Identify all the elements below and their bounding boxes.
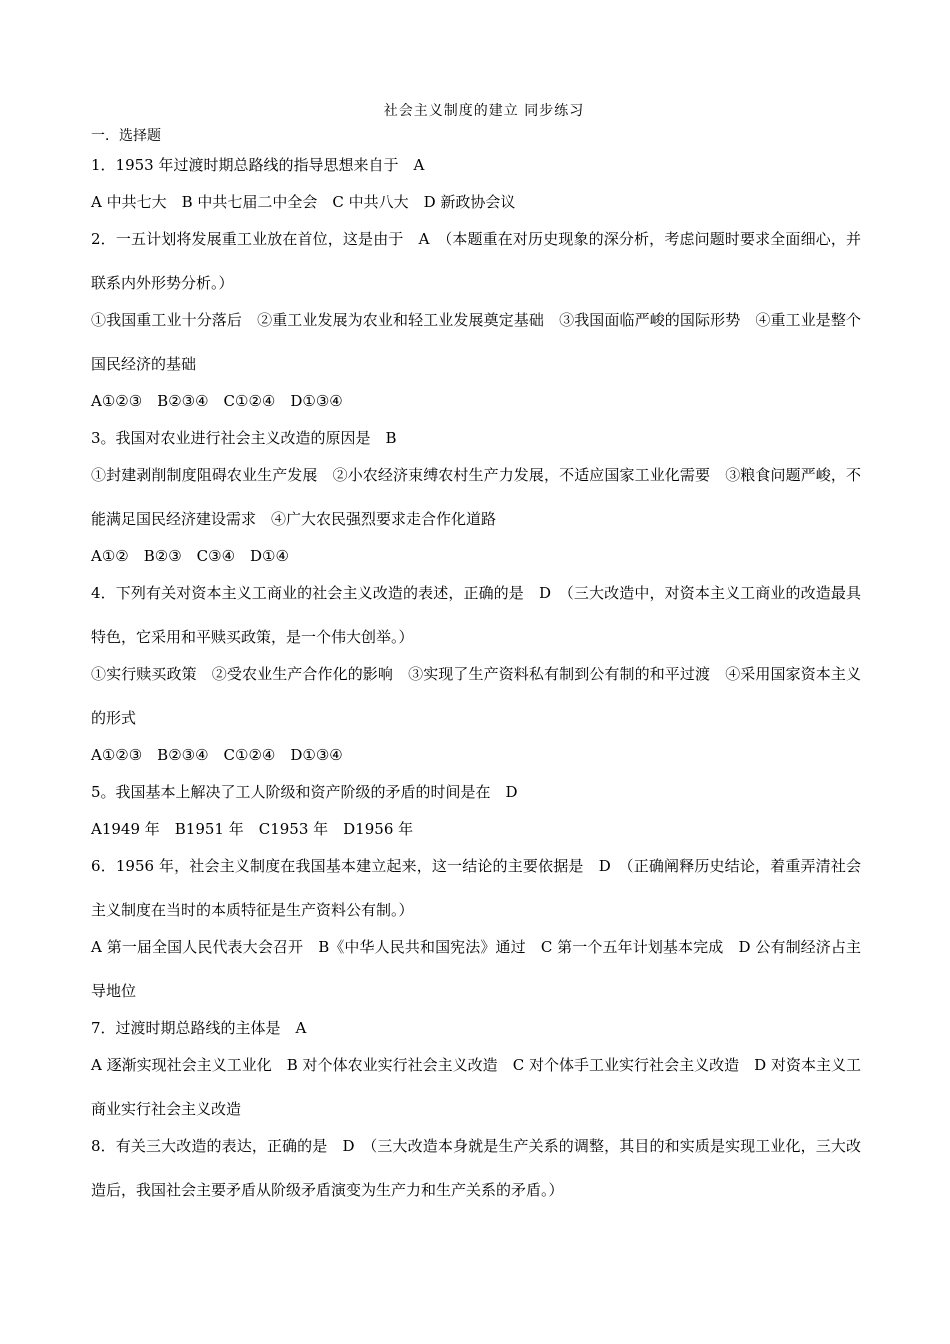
document-title: 社会主义制度的建立 同步练习 — [383, 103, 585, 119]
question-5: 5。我国基本上解决了工人阶级和资产阶级的矛盾的时间是在 D — [91, 783, 518, 801]
question-4-options: A①②③ B②③④ C①②④ D①③④ — [91, 746, 343, 764]
question-1-options: A 中共七大 B 中共七届二中全会 C 中共八大 D 新政协会议 — [91, 193, 516, 211]
question-4: 4．下列有关对资本主义工商业的社会主义改造的表述，正确的是 D （三大改造中，对资本主义工商业的改造最具特色，它采用和平赎买政策，是一个伟大创举。） — [91, 584, 861, 646]
question-3: 3。我国对农业进行社会主义改造的原因是 B — [91, 429, 397, 447]
question-3-options: A①② B②③ C③④ D①④ — [91, 547, 289, 565]
question-8: 8．有关三大改造的表达，正确的是 D （三大改造本身就是生产关系的调整，其目的和实质是实现工业化，三大改造后，我国社会主要矛盾从阶级矛盾演变为生产力和生产关系的矛盾。） — [91, 1137, 861, 1199]
question-2-statements: ①我国重工业十分落后 ②重工业发展为农业和轻工业发展奠定基础 ③我国面临严峻的国际形势 ④重工业是整个国民经济的基础 — [91, 311, 861, 373]
section-heading: 一．选择题 — [91, 128, 161, 144]
question-4-statements: ①实行赎买政策 ②受农业生产合作化的影响 ③实现了生产资料私有制到公有制的和平过渡 ④采用国家资本主义的形式 — [91, 665, 861, 727]
question-2-options: A①②③ B②③④ C①②④ D①③④ — [91, 392, 343, 410]
question-6-options: A 第一届全国人民代表大会召开 B《中华人民共和国宪法》通过 C 第一个五年计划基本完成 D 公有制经济占主导地位 — [91, 938, 861, 1000]
question-3-statements: ①封建剥削制度阻碍农业生产发展 ②小农经济束缚农村生产力发展，不适应国家工业化需要 ③粮食问题严峻，不能满足国民经济建设需求 ④广大农民强烈要求走合作化道路 — [91, 466, 861, 528]
question-6: 6．1956 年，社会主义制度在我国基本建立起来，这一结论的主要依据是 D （正确阐释历史结论，着重弄清社会主义制度在当时的本质特征是生产资料公有制。） — [91, 857, 861, 919]
question-7-options: A 逐渐实现社会主义工业化 B 对个体农业实行社会主义改造 C 对个体手工业实行社会主义改造 D 对资本主义工商业实行社会主义改造 — [91, 1056, 861, 1118]
question-5-options: A1949 年 B1951 年 C1953 年 D1956 年 — [91, 820, 414, 838]
question-1: 1．1953 年过渡时期总路线的指导思想来自于 A — [91, 156, 425, 174]
question-7: 7．过渡时期总路线的主体是 A — [91, 1019, 307, 1037]
question-2: 2．一五计划将发展重工业放在首位，这是由于 A （本题重在对历史现象的深分析，考虑问题时要求全面细心，并联系内外形势分析。） — [91, 230, 861, 292]
document-page — [91, 100, 861, 1216]
